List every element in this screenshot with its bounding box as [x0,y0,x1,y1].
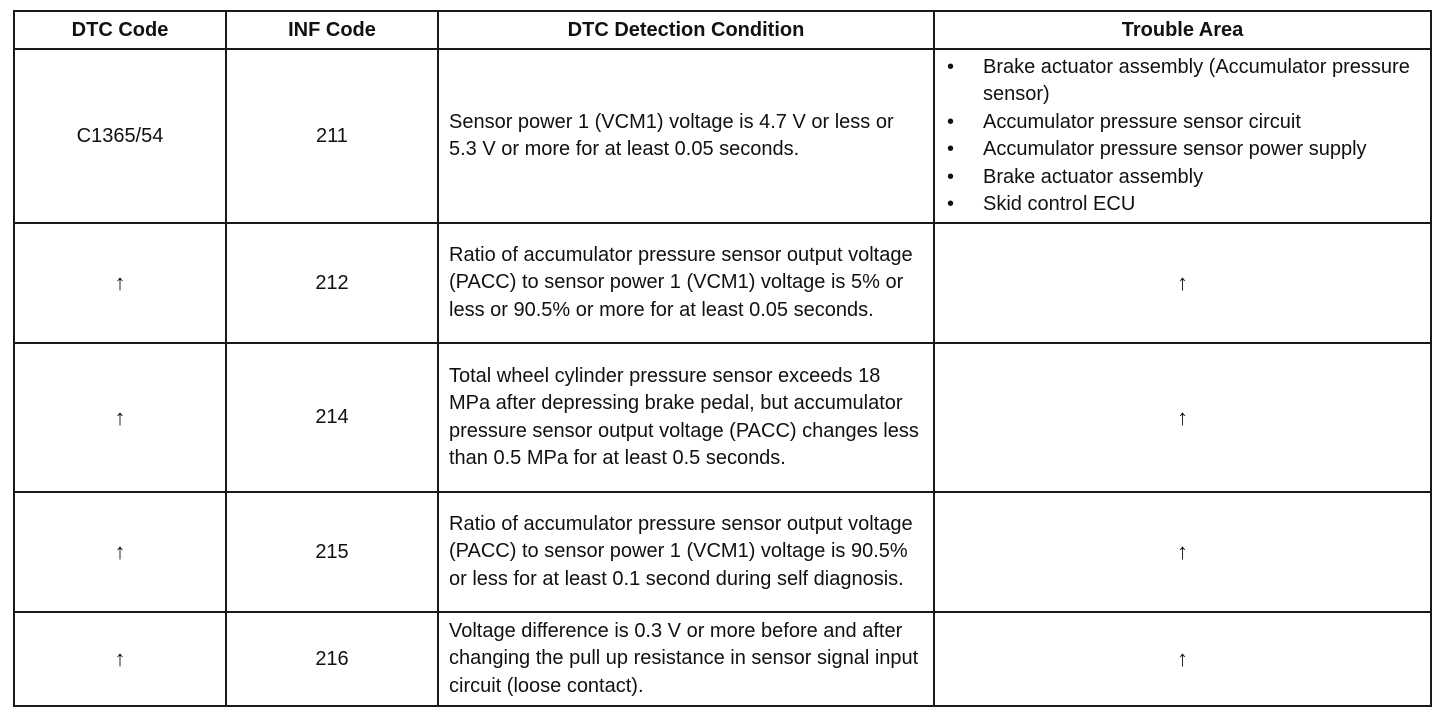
dtc-code-cell: C1365/54 [14,49,226,223]
list-item [945,136,1420,164]
list-item [945,164,1420,192]
trouble-area-cell [934,223,1431,343]
inf-code-cell: 215 [226,492,438,612]
trouble-area-cell [934,612,1431,706]
table-row [14,612,1431,706]
table-row [14,49,1431,223]
table-row [14,223,1431,343]
trouble-area-cell [934,492,1431,612]
inf-code-cell: 211 [226,49,438,223]
list-item [945,191,1420,219]
same-as-above-arrow-icon: ↑ [1177,539,1188,564]
header-condition: DTC Detection Condition [438,11,934,49]
dtc-code-cell [14,223,226,343]
trouble-area-item: Skid control ECU [983,193,1136,215]
trouble-area-cell [934,343,1431,492]
trouble-area-list [935,52,1430,221]
header-inf-code: INF Code [226,11,438,49]
same-as-above-arrow-icon: ↑ [1177,270,1188,295]
same-as-above-arrow-icon: ↑ [1177,404,1188,430]
trouble-area-item: Brake actuator assembly [983,165,1204,188]
table-row [14,492,1431,612]
bullet-icon: • [947,55,955,78]
dtc-table [13,10,1432,707]
trouble-area-cell [934,49,1431,223]
bullet-icon: • [947,193,955,215]
header-row [14,11,1431,49]
header-dtc-code: DTC Code [14,11,226,49]
bullet-icon: • [947,165,955,188]
bullet-icon: • [947,138,955,160]
list-item [945,54,1420,109]
condition-cell: Sensor power 1 (VCM1) voltage is 4.7 V or less or 5.3 V or more for at least 0.05 seconds. [438,49,934,223]
trouble-area-item: Brake actuator assembly (Accumulator pressure sensor) [983,55,1410,105]
trouble-area-item: Accumulator pressure sensor power supply [983,138,1367,160]
condition-cell: Ratio of accumulator pressure sensor output voltage (PACC) to sensor power 1 (VCM1) voltage is 90.5% or less for at least 0.1 second during self diagnosis. [438,492,934,612]
bullet-icon: • [947,110,955,133]
dtc-code-cell [14,343,226,492]
list-item [945,109,1420,137]
same-as-above-arrow-icon: ↑ [114,646,126,671]
condition-cell: Voltage difference is 0.3 V or more before and after changing the pull up resistance in sensor signal input circuit (loose contact). [438,612,934,706]
inf-code-cell: 214 [226,343,438,492]
inf-code-cell: 216 [226,612,438,706]
header-trouble-area: Trouble Area [934,11,1431,49]
same-as-above-arrow-icon: ↑ [114,404,126,430]
condition-cell: Total wheel cylinder pressure sensor exceeds 18 MPa after depressing brake pedal, but accumulator pressure sensor output voltage (PACC) changes less than 0.5 MPa for at least 0.5 seconds. [438,343,934,492]
table-row [14,343,1431,492]
condition-cell: Ratio of accumulator pressure sensor output voltage (PACC) to sensor power 1 (VCM1) voltage is 5% or less or 90.5% or more for at least 0.05 seconds. [438,223,934,343]
dtc-code-cell [14,492,226,612]
same-as-above-arrow-icon: ↑ [114,539,126,564]
dtc-code-cell [14,612,226,706]
same-as-above-arrow-icon: ↑ [114,270,126,295]
trouble-area-item: Accumulator pressure sensor circuit [983,110,1301,133]
same-as-above-arrow-icon: ↑ [1177,646,1188,671]
inf-code-cell: 212 [226,223,438,343]
